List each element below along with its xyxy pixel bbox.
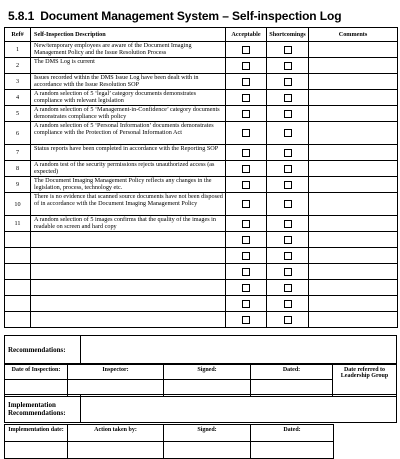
shortcomings-cell [267, 90, 309, 106]
inspector-label: Inspector: [68, 365, 164, 380]
ref-cell: 9 [5, 177, 31, 193]
table-row [5, 145, 398, 161]
acceptable-cell [226, 264, 267, 280]
implementation-table [4, 394, 397, 423]
acceptable-cell [226, 193, 267, 216]
acceptable-checkbox[interactable] [242, 316, 250, 324]
referred-label: Date referred to Leadership Group [333, 365, 397, 397]
shortcomings-cell [267, 296, 309, 312]
acceptable-cell [226, 161, 267, 177]
description-cell: A random selection of 5 ‘Management-in-Confidence’ category documents demonstrates compliance with policy [31, 106, 226, 122]
action-dated-field[interactable] [251, 442, 334, 459]
description-cell: There is no evidence that scanned source documents have not been disposed of in accordance with the Document Imaging Management Policy [31, 193, 226, 216]
comments-cell[interactable] [309, 90, 398, 106]
ref-header: Ref# [5, 28, 31, 42]
comments-cell[interactable] [309, 122, 398, 145]
shortcomings-cell [267, 145, 309, 161]
ref-cell [5, 232, 31, 248]
shortcomings-checkbox[interactable] [284, 284, 292, 292]
shortcomings-cell [267, 106, 309, 122]
ref-cell: 3 [5, 74, 31, 90]
description-header: Self-Inspection Description [31, 28, 226, 42]
shortcomings-checkbox[interactable] [284, 62, 292, 70]
shortcomings-checkbox[interactable] [284, 200, 292, 208]
description-cell: A random selection of 5 ‘legal’ category documents demonstrates compliance with relevant legislation [31, 90, 226, 106]
recommendations-table [4, 335, 397, 364]
table-row [5, 122, 398, 145]
inspection-signed-label: Signed: [164, 365, 251, 380]
ref-cell: 8 [5, 161, 31, 177]
ref-cell [5, 264, 31, 280]
shortcomings-cell [267, 280, 309, 296]
action-taken-field[interactable] [68, 442, 164, 459]
table-row [5, 296, 398, 312]
description-cell [31, 232, 226, 248]
comments-cell[interactable] [309, 177, 398, 193]
comments-cell[interactable] [309, 216, 398, 232]
acceptable-checkbox[interactable] [242, 165, 250, 173]
shortcomings-cell [267, 216, 309, 232]
shortcomings-cell [267, 122, 309, 145]
acceptable-cell [226, 177, 267, 193]
ref-cell: 4 [5, 90, 31, 106]
acceptable-cell [226, 216, 267, 232]
shortcomings-cell [267, 161, 309, 177]
recommendations-field[interactable] [81, 336, 397, 364]
comments-cell[interactable] [309, 74, 398, 90]
acceptable-checkbox[interactable] [242, 149, 250, 157]
shortcomings-checkbox[interactable] [284, 316, 292, 324]
implementation-label: Implementation Recommendations: [5, 395, 81, 423]
acceptable-cell [226, 248, 267, 264]
shortcomings-checkbox[interactable] [284, 46, 292, 54]
shortcomings-checkbox[interactable] [284, 165, 292, 173]
ref-cell [5, 296, 31, 312]
acceptable-checkbox[interactable] [242, 268, 250, 276]
ref-cell: 6 [5, 122, 31, 145]
shortcomings-header: Shortcomings [267, 28, 309, 42]
shortcomings-checkbox[interactable] [284, 268, 292, 276]
description-cell [31, 312, 226, 328]
ref-cell [5, 248, 31, 264]
action-signed-label: Signed: [164, 425, 251, 442]
acceptable-cell [226, 280, 267, 296]
table-row [5, 74, 398, 90]
table-row [5, 42, 398, 58]
acceptable-header: Acceptable [226, 28, 267, 42]
description-cell: A random selection of 5 ‘Personal Information’ documents demonstrates compliance with the Protection of Personal Information Act [31, 122, 226, 145]
comments-cell[interactable] [309, 296, 398, 312]
comments-cell[interactable] [309, 161, 398, 177]
acceptable-checkbox[interactable] [242, 46, 250, 54]
shortcomings-checkbox[interactable] [284, 220, 292, 228]
comments-header: Comments [309, 28, 398, 42]
shortcomings-cell [267, 248, 309, 264]
title-text: Document Management System – Self-inspection Log [40, 9, 342, 23]
description-cell: The DMS Log is current [31, 58, 226, 74]
acceptable-cell [226, 232, 267, 248]
inspection-date-label: Date of Inspection: [5, 365, 68, 380]
shortcomings-cell [267, 177, 309, 193]
acceptable-checkbox[interactable] [242, 181, 250, 189]
description-cell: The Document Imaging Management Policy reflects any changes in the legislation, process, technology etc. [31, 177, 226, 193]
inspection-table [4, 364, 397, 397]
acceptable-checkbox[interactable] [242, 62, 250, 70]
description-cell [31, 296, 226, 312]
acceptable-cell [226, 122, 267, 145]
shortcomings-checkbox[interactable] [284, 300, 292, 308]
description-cell: A random selection of 5 images confirms that the quality of the images in readable on screen and hard copy [31, 216, 226, 232]
ref-cell: 2 [5, 58, 31, 74]
acceptable-checkbox[interactable] [242, 284, 250, 292]
recommendations-label: Recommendations: [5, 336, 81, 364]
ref-cell: 10 [5, 193, 31, 216]
shortcomings-cell [267, 74, 309, 90]
table-row [5, 58, 398, 74]
acceptable-checkbox[interactable] [242, 200, 250, 208]
comments-cell[interactable] [309, 248, 398, 264]
table-row [5, 106, 398, 122]
shortcomings-checkbox[interactable] [284, 149, 292, 157]
header-row [5, 28, 398, 42]
comments-cell[interactable] [309, 312, 398, 328]
action-table [4, 424, 334, 459]
ref-cell: 5 [5, 106, 31, 122]
acceptable-cell [226, 74, 267, 90]
shortcomings-cell [267, 58, 309, 74]
acceptable-cell [226, 296, 267, 312]
acceptable-checkbox[interactable] [242, 300, 250, 308]
shortcomings-checkbox[interactable] [284, 129, 292, 137]
table-row [5, 264, 398, 280]
table-row [5, 232, 398, 248]
comments-cell[interactable] [309, 58, 398, 74]
implementation-date-label: Implementation date: [5, 425, 68, 442]
ref-cell: 11 [5, 216, 31, 232]
acceptable-cell [226, 58, 267, 74]
action-signed-field[interactable] [164, 442, 251, 459]
table-row [5, 248, 398, 264]
ref-cell: 1 [5, 42, 31, 58]
table-row [5, 216, 398, 232]
shortcomings-cell [267, 312, 309, 328]
acceptable-cell [226, 145, 267, 161]
table-row [5, 90, 398, 106]
table-row [5, 177, 398, 193]
page-title [8, 9, 341, 23]
shortcomings-cell [267, 42, 309, 58]
comments-cell[interactable] [309, 42, 398, 58]
shortcomings-checkbox[interactable] [284, 94, 292, 102]
acceptable-checkbox[interactable] [242, 110, 250, 118]
acceptable-cell [226, 90, 267, 106]
shortcomings-checkbox[interactable] [284, 110, 292, 118]
implementation-date-field[interactable] [5, 442, 68, 459]
acceptable-checkbox[interactable] [242, 78, 250, 86]
comments-cell[interactable] [309, 145, 398, 161]
acceptable-checkbox[interactable] [242, 94, 250, 102]
comments-cell[interactable] [309, 264, 398, 280]
description-cell: Issues recorded within the DMS Issue Log have been dealt with in accordance with the Issue Resolution SOP [31, 74, 226, 90]
inspection-dated-label: Dated: [251, 365, 333, 380]
shortcomings-cell [267, 193, 309, 216]
table-row [5, 280, 398, 296]
comments-cell[interactable] [309, 193, 398, 216]
shortcomings-checkbox[interactable] [284, 236, 292, 244]
ref-cell [5, 280, 31, 296]
description-cell [31, 248, 226, 264]
acceptable-cell [226, 42, 267, 58]
shortcomings-checkbox[interactable] [284, 78, 292, 86]
acceptable-checkbox[interactable] [242, 129, 250, 137]
section-number: 5.8.1 [8, 9, 35, 23]
self-inspection-table [4, 27, 398, 328]
acceptable-cell [226, 312, 267, 328]
shortcomings-cell [267, 264, 309, 280]
acceptable-checkbox[interactable] [242, 220, 250, 228]
comments-cell[interactable] [309, 232, 398, 248]
table-row [5, 193, 398, 216]
shortcomings-checkbox[interactable] [284, 181, 292, 189]
description-cell: New/temporary employees are aware of the Document Imaging Management Policy and the Issue Resolution Process [31, 42, 226, 58]
description-cell [31, 264, 226, 280]
shortcomings-cell [267, 232, 309, 248]
action-dated-label: Dated: [251, 425, 334, 442]
comments-cell[interactable] [309, 106, 398, 122]
shortcomings-checkbox[interactable] [284, 252, 292, 260]
description-cell: A random test of the security permissions rejects unauthorized access (as expected) [31, 161, 226, 177]
description-cell [31, 280, 226, 296]
comments-cell[interactable] [309, 280, 398, 296]
description-cell: Status reports have been completed in accordance with the Reporting SOP [31, 145, 226, 161]
implementation-field[interactable] [81, 395, 397, 423]
table-row [5, 312, 398, 328]
action-taken-label: Action taken by: [68, 425, 164, 442]
acceptable-checkbox[interactable] [242, 236, 250, 244]
acceptable-cell [226, 106, 267, 122]
table-row [5, 161, 398, 177]
ref-cell: 7 [5, 145, 31, 161]
acceptable-checkbox[interactable] [242, 252, 250, 260]
ref-cell [5, 312, 31, 328]
